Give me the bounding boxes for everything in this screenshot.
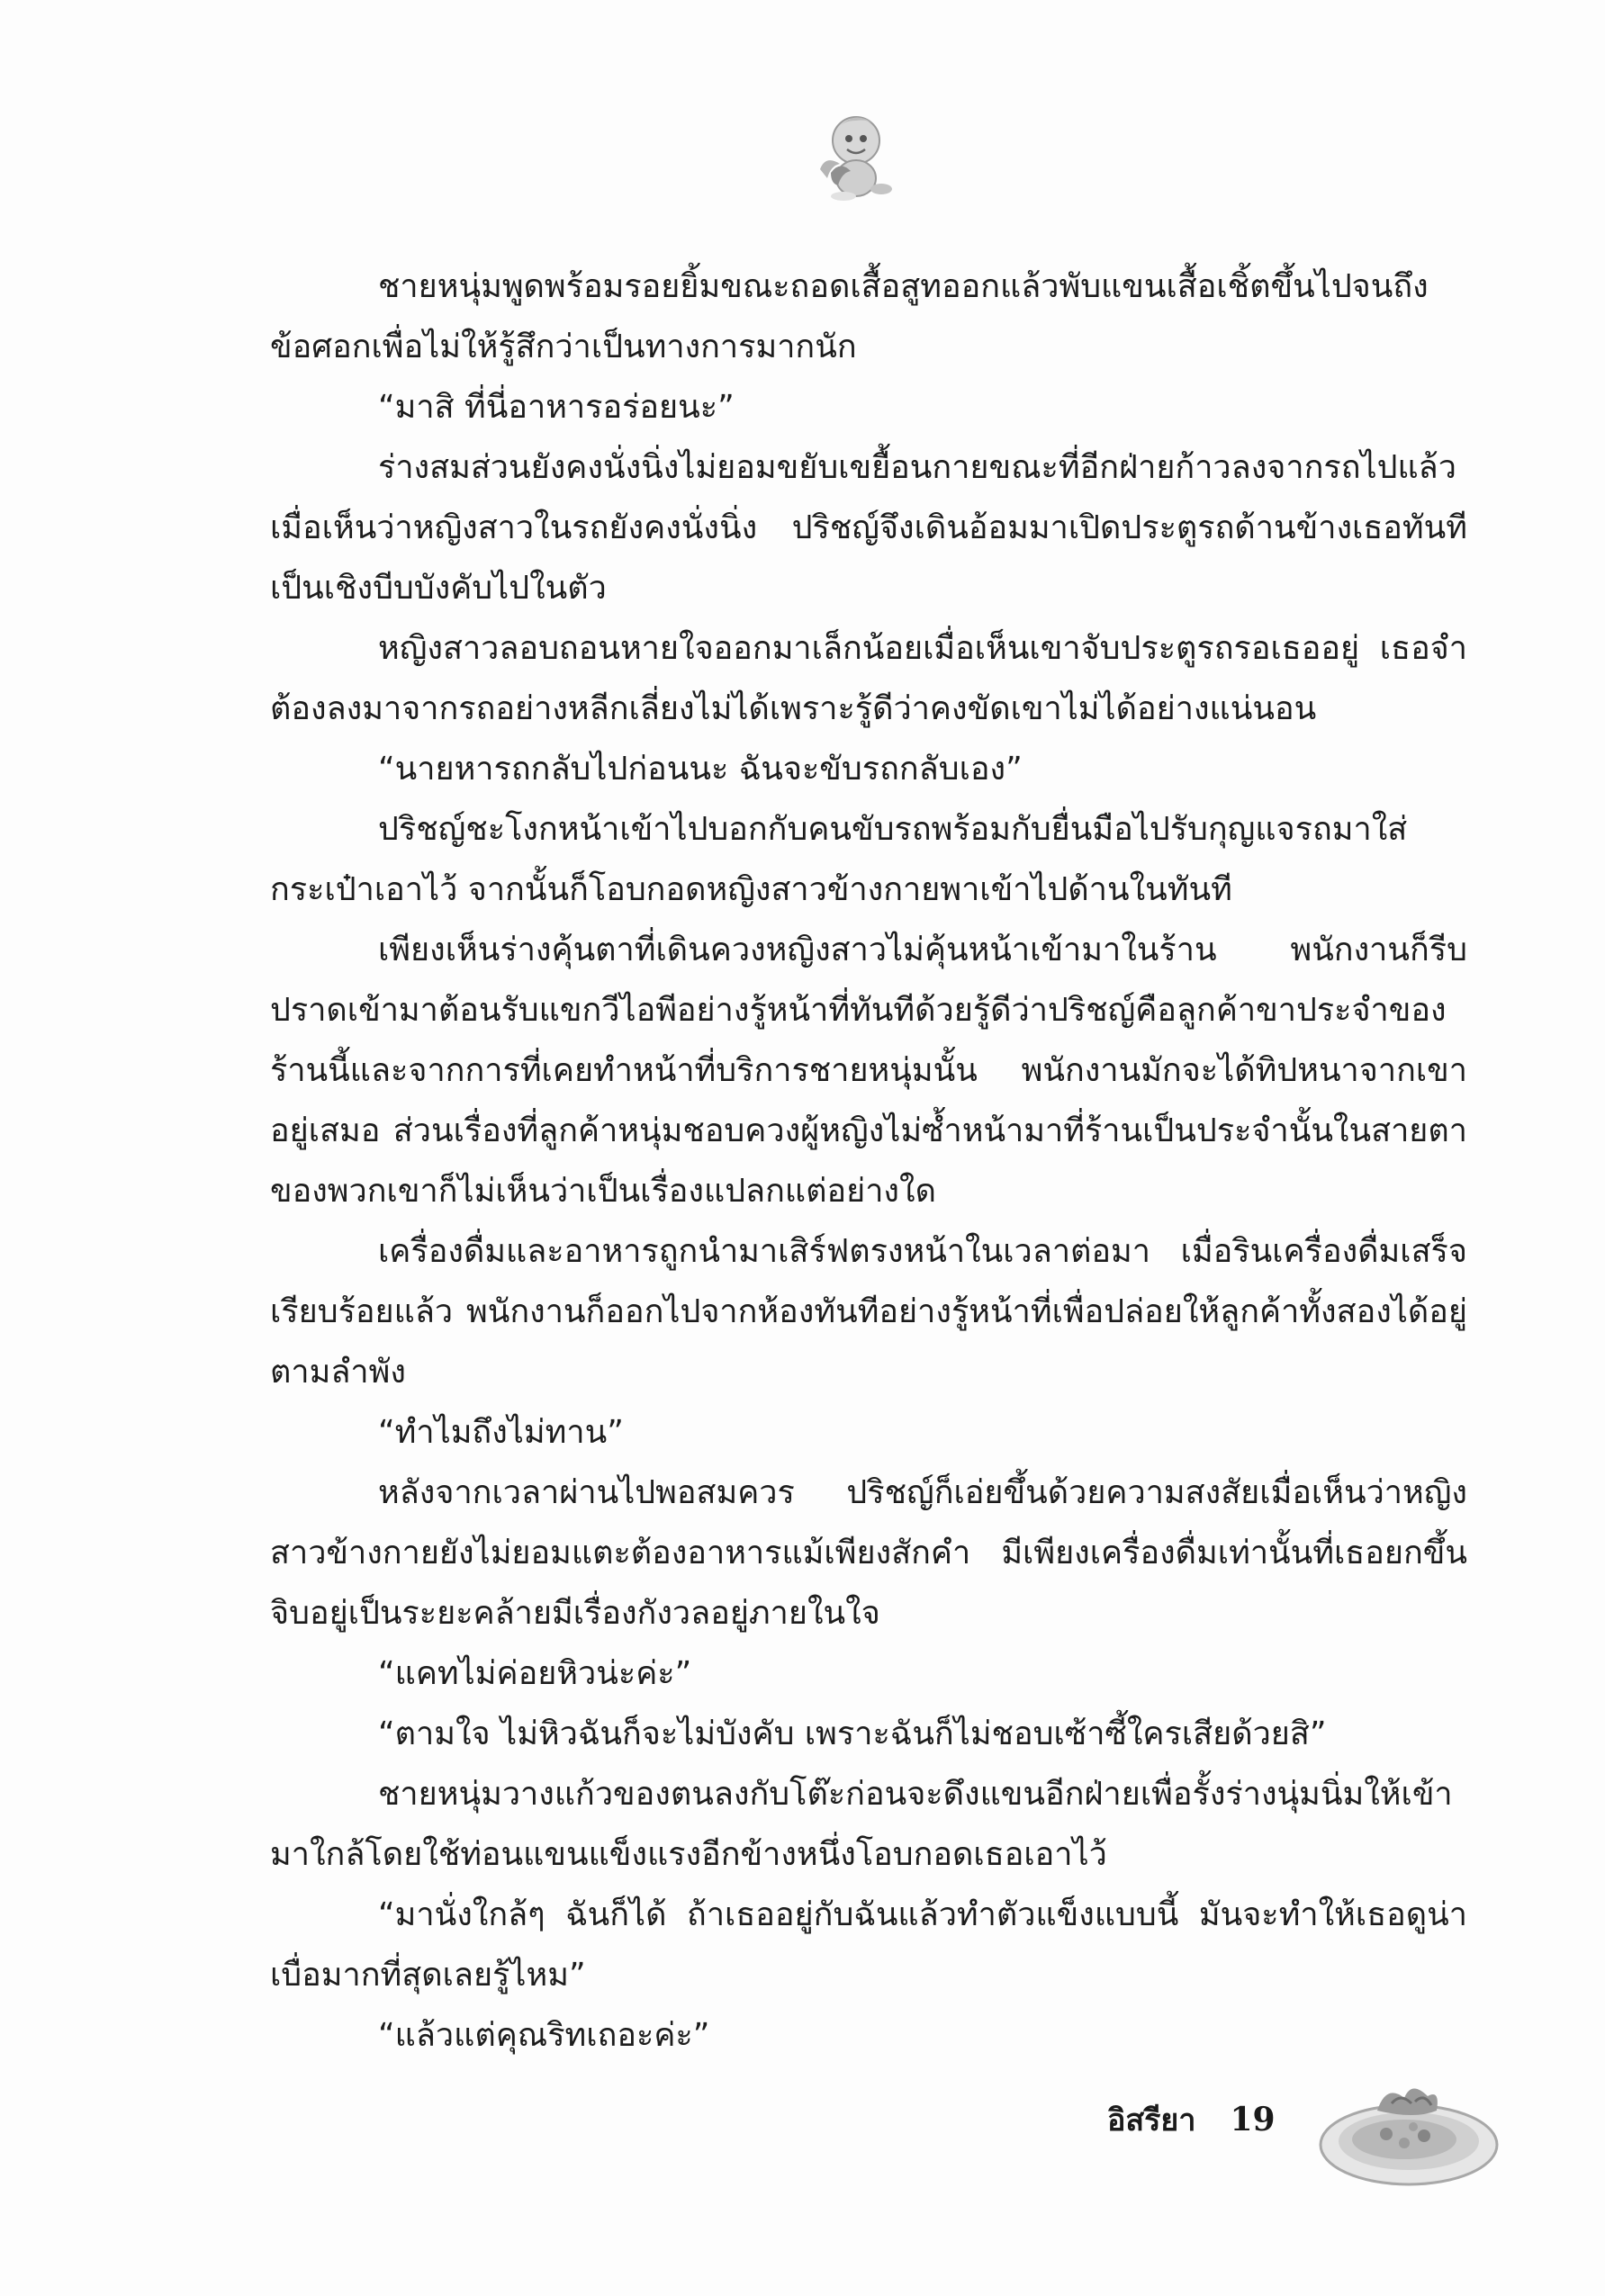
- dialogue-line: “นายหารถกลับไปก่อนนะ ฉันจะขับรถกลับเอง”: [378, 751, 1023, 788]
- body-text: [270, 257, 1467, 2066]
- dialogue-line: “แคทไม่ค่อยหิวน่ะค่ะ”: [378, 1655, 692, 1692]
- paragraph: หญิงสาวลอบถอนหายใจออกมาเล็กน้อยเมื่อเห็นเขาจับประตูรถรอเธออยู่ เธอจำต้องลงมาจากรถอย่างหลีกเลี่ยงไม่ได้เพราะรู้ดีว่าคงขัดเขาไม่ได้อย่างแน่นอน: [270, 630, 1467, 727]
- book-title: อิสรียา: [1107, 2102, 1196, 2138]
- page-number: 19: [1230, 2101, 1276, 2138]
- dialogue-line: “ตามใจ ไม่หิวฉันก็จะไม่บังคับ เพราะฉันก็ไม่ชอบเซ้าซี้ใครเสียด้วยสิ”: [378, 1715, 1327, 1752]
- paragraph: เพียงเห็นร่างคุ้นตาที่เดินควงหญิงสาวไม่คุ้นหน้าเข้ามาในร้าน พนักงานก็รีบปราดเข้ามาต้อนรับแขกวีไอพีอย่างรู้หน้าที่ทันทีด้วยรู้ดีว่าปริชญ์คือลูกค้าขาประจำของร้านนี้และจากการที่เคยทำหน้าที่บริการชายหนุ่มนั้น พนักงานมักจะได้ทิปหนาจากเขาอยู่เสมอ ส่วนเรื่องที่ลูกค้าหนุ่มชอบควงผู้หญิงไม่ซ้ำหน้ามาที่ร้านเป็นประจำนั้นในสายตาของพวกเขาก็ไม่เห็นว่าเป็นเรื่องแปลกแต่อย่างใด: [270, 932, 1467, 1210]
- paragraph: ชายหนุ่มพูดพร้อมรอยยิ้มขณะถอดเสื้อสูทออกแล้วพับแขนเสื้อเชิ้ตขึ้นไปจนถึงข้อศอกเพื่อไม่ให้รู้สึกว่าเป็นทางการมากนัก: [270, 268, 1429, 365]
- cartoon-cherub-icon: [804, 106, 903, 205]
- paragraph: ปริชญ์ชะโงกหน้าเข้าไปบอกกับคนขับรถพร้อมกับยื่นมือไปรับกุญแจรถมาใส่กระเป๋าเอาไว้ จากนั้นก็โอบกอดหญิงสาวข้างกายพาเข้าไปด้านในทันที: [270, 811, 1408, 908]
- dialogue-line: “มาสิ ที่นี่อาหารอร่อยนะ”: [378, 389, 735, 426]
- paragraph: หลังจากเวลาผ่านไปพอสมควร ปริชญ์ก็เอ่ยขึ้นด้วยความสงสัยเมื่อเห็นว่าหญิงสาวข้างกายยังไม่ยอมแตะต้องอาหารแม้เพียงสักคำ มีเพียงเครื่องดื่มเท่านั้นที่เธอยกขึ้นจิบอยู่เป็นระยะคล้ายมีเรื่องกังวลอยู่ภายในใจ: [270, 1474, 1467, 1632]
- dialogue-line: “มานั่งใกล้ๆ ฉันก็ได้ ถ้าเธออยู่กับฉันแล้วทำตัวแข็งแบบนี้ มันจะทำให้เธอดูน่าเบื่อมากที่สุดเลยรู้ไหม”: [270, 1896, 1467, 1994]
- dialogue-line: “ทำไมถึงไม่ทาน”: [378, 1414, 624, 1451]
- paragraph: ร่างสมส่วนยังคงนั่งนิ่งไม่ยอมขยับเขยื้อนกายขณะที่อีกฝ่ายก้าวลงจากรถไปแล้ว เมื่อเห็นว่าหญิงสาวในรถยังคงนั่งนิ่ง ปริชญ์จึงเดินอ้อมมาเปิดประตูรถด้านข้างเธอทันทีเป็นเชิงบีบบังคับไปในตัว: [270, 449, 1467, 607]
- food-plate-icon: [1314, 2057, 1503, 2192]
- page-footer: [1107, 2079, 1276, 2160]
- paragraph: เครื่องดื่มและอาหารถูกนำมาเสิร์ฟตรงหน้าในเวลาต่อมา เมื่อรินเครื่องดื่มเสร็จเรียบร้อยแล้ว พนักงานก็ออกไปจากห้องทันทีอย่างรู้หน้าที่เพื่อปล่อยให้ลูกค้าทั้งสองได้อยู่ตามลำพัง: [270, 1233, 1467, 1391]
- dialogue-line: “แล้วแต่คุณริทเถอะค่ะ”: [378, 2017, 710, 2054]
- paragraph: ชายหนุ่มวางแก้วของตนลงกับโต๊ะก่อนจะดึงแขนอีกฝ่ายเพื่อรั้งร่างนุ่มนิ่มให้เข้ามาใกล้โดยใช้ท่อนแขนแข็งแรงอีกข้างหนึ่งโอบกอดเธอเอาไว้: [270, 1776, 1453, 1873]
